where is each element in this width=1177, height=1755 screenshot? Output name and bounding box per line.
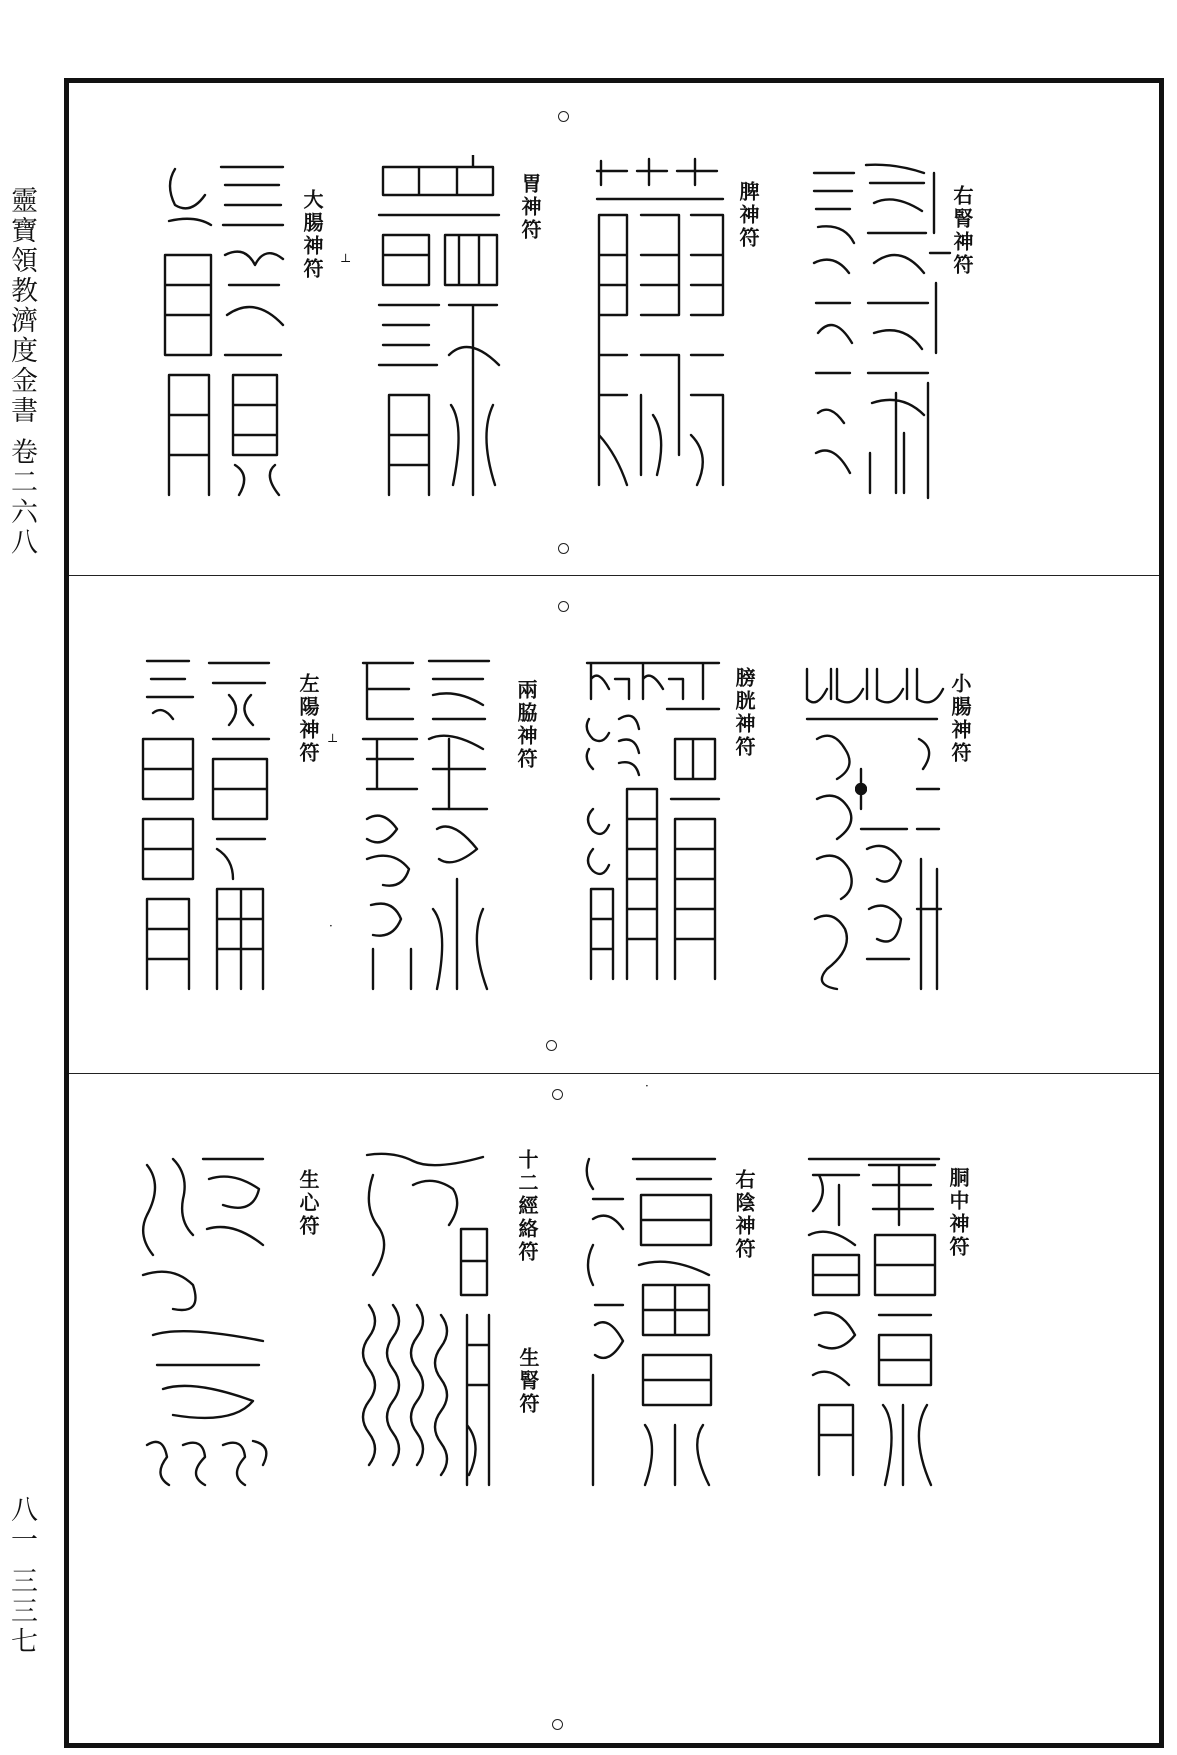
ring-mark bbox=[558, 111, 569, 122]
talisman-label-small-intestine: 小腸神符 bbox=[948, 673, 972, 765]
talisman-label-right-yin: 右陰神符 bbox=[732, 1169, 756, 1261]
talisman-seal-twelve-meridians bbox=[353, 1145, 503, 1500]
ring-mark bbox=[558, 543, 569, 554]
talisman-label-large-intestine: 大腸神符 bbox=[300, 189, 324, 281]
talisman-seal-right-yin bbox=[579, 1145, 729, 1495]
ring-mark bbox=[558, 601, 569, 612]
ink-dot bbox=[855, 783, 867, 795]
talisman-seal-left-yang bbox=[133, 649, 283, 994]
talisman-seal-nourish-heart bbox=[133, 1145, 283, 1500]
talisman-label-twelve-meridians: 十二經絡符 bbox=[515, 1149, 539, 1264]
talisman-seal-right-kidney bbox=[804, 153, 954, 508]
talisman-label-nourish-kidney: 生腎符 bbox=[516, 1347, 540, 1416]
ring-mark bbox=[552, 1089, 563, 1100]
page-number: 八一 三三七 bbox=[6, 1495, 37, 1657]
talisman-label-two-ribs: 兩脇神符 bbox=[514, 679, 538, 771]
talisman-seal-body-center bbox=[799, 1145, 949, 1500]
page-frame bbox=[64, 78, 1164, 1748]
page-mark: ⊥ bbox=[340, 251, 352, 265]
talisman-seal-bladder bbox=[579, 649, 729, 994]
page-mark: · bbox=[645, 1079, 649, 1093]
talisman-label-right-kidney: 右腎神符 bbox=[950, 185, 974, 277]
page-mark: · bbox=[329, 919, 333, 933]
talisman-label-nourish-heart: 生心符 bbox=[296, 1169, 320, 1238]
talisman-seal-small-intestine bbox=[797, 649, 947, 999]
talisman-label-bladder: 膀胱神符 bbox=[732, 667, 756, 759]
talisman-label-spleen: 脾神符 bbox=[736, 181, 760, 250]
talisman-label-stomach: 胃神符 bbox=[518, 173, 542, 242]
talisman-seal-stomach bbox=[369, 155, 509, 505]
book-title: 靈寶領教濟度金書 卷二六八 bbox=[6, 186, 37, 558]
talisman-label-left-yang: 左陽神符 bbox=[296, 673, 320, 765]
ring-mark bbox=[546, 1040, 557, 1051]
talisman-seal-large-intestine bbox=[155, 155, 295, 505]
panel-divider bbox=[69, 1073, 1159, 1074]
talisman-seal-two-ribs bbox=[353, 649, 503, 994]
talisman-seal-spleen bbox=[587, 155, 732, 500]
ring-mark bbox=[552, 1719, 563, 1730]
panel-divider bbox=[69, 575, 1159, 576]
page-mark: ⊥ bbox=[327, 731, 339, 745]
talisman-label-body-center: 胴中神符 bbox=[946, 1167, 970, 1259]
